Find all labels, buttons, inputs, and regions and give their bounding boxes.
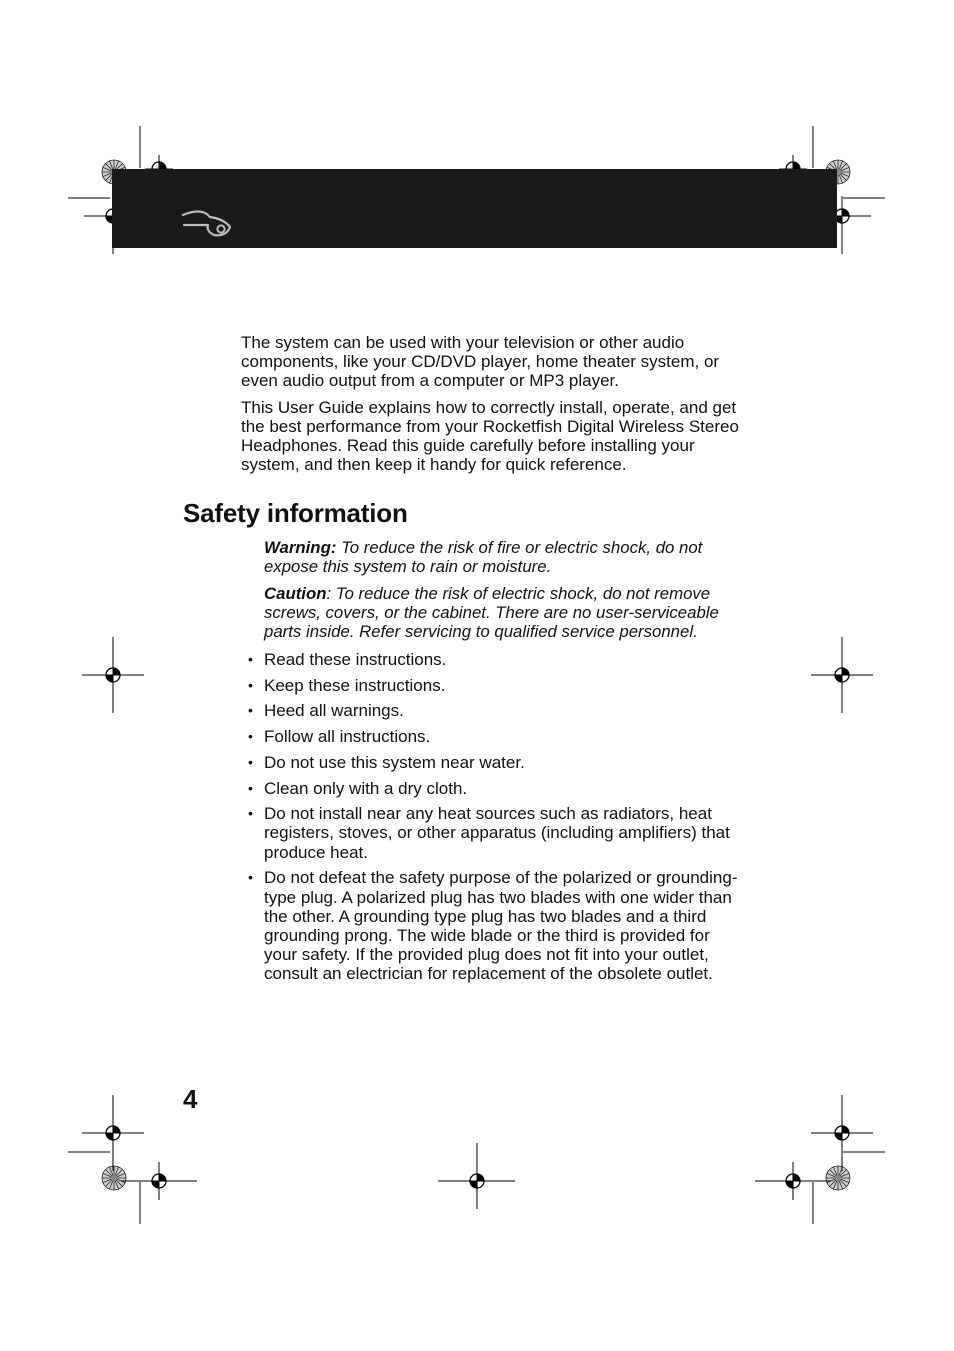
list-item bbox=[244, 868, 744, 983]
intro-paragraph: The system can be used with your television or other audio components, like your CD/DVD player, home theater system, or even audio output from a computer or MP3 player. bbox=[241, 333, 720, 391]
bullet: • bbox=[248, 753, 253, 770]
caution-text: : To reduce the risk of electric shock, do not remove screws, covers, or the cabinet. There are no user-serviceable parts inside. Refer servicing to qualified service personnel. bbox=[264, 583, 719, 642]
list-item-text: Do not use this system near water. bbox=[264, 752, 525, 772]
safety-notes bbox=[264, 538, 734, 648]
list-item bbox=[244, 676, 744, 695]
bullet: • bbox=[248, 805, 253, 822]
intro bbox=[241, 333, 751, 481]
list-item-text: Read these instructions. bbox=[264, 650, 447, 669]
list-item-text: Heed all warnings. bbox=[264, 701, 404, 721]
header-band bbox=[112, 169, 837, 248]
bullet: • bbox=[248, 676, 253, 693]
list-item-text: Follow all instructions. bbox=[264, 727, 431, 747]
list-item bbox=[244, 701, 744, 720]
intro-paragraph: This User Guide explains how to correctly install, operate, and get the best performance from your Rocketfish Digital Wireless Stereo Headphones. Read this guide carefully before installing your system, and then keep it handy for quick reference. bbox=[241, 397, 739, 475]
list-item-text: Do not install near any heat sources such as radiators, heat registers, stoves, or other apparatus (including amplifiers) that produce heat. bbox=[264, 804, 730, 862]
bullet: • bbox=[248, 869, 253, 886]
list-item bbox=[244, 779, 744, 798]
warning-text: To reduce the risk of fire or electric shock, do not expose this system to rain or moisture. bbox=[264, 538, 703, 577]
safety-list bbox=[244, 650, 744, 990]
list-item bbox=[244, 753, 744, 772]
list-item bbox=[244, 727, 744, 746]
bullet: • bbox=[248, 651, 253, 667]
list-item-text: Clean only with a dry cloth. bbox=[264, 778, 468, 798]
list-item bbox=[244, 804, 744, 862]
caution-label: Caution bbox=[264, 583, 327, 603]
list-item-text: Do not defeat the safety purpose of the polarized or grounding-type plug. A polarized plug has two blades with one wider than the other. A grounding type plug has two blades and a third grounding prong. The wide blade or the third is provided for your safety. If the provided plug does not fit into your outlet, consult an electrician for replacement of the obsolete outlet. bbox=[264, 868, 738, 984]
bullet: • bbox=[248, 728, 253, 745]
list-item bbox=[244, 650, 744, 669]
page-number: 4 bbox=[183, 1084, 198, 1114]
starburst-target-icon bbox=[102, 1166, 126, 1190]
warning-label: Warning: bbox=[264, 538, 337, 557]
bullet: • bbox=[248, 702, 253, 719]
warning-note bbox=[264, 538, 734, 577]
list-item-text: Keep these instructions. bbox=[264, 675, 446, 695]
rocketfish-fish-icon bbox=[180, 205, 236, 241]
section-heading: Safety information bbox=[183, 498, 408, 528]
bullet: • bbox=[248, 779, 253, 796]
starburst-target-icon bbox=[826, 1166, 850, 1190]
caution-note bbox=[264, 584, 734, 642]
